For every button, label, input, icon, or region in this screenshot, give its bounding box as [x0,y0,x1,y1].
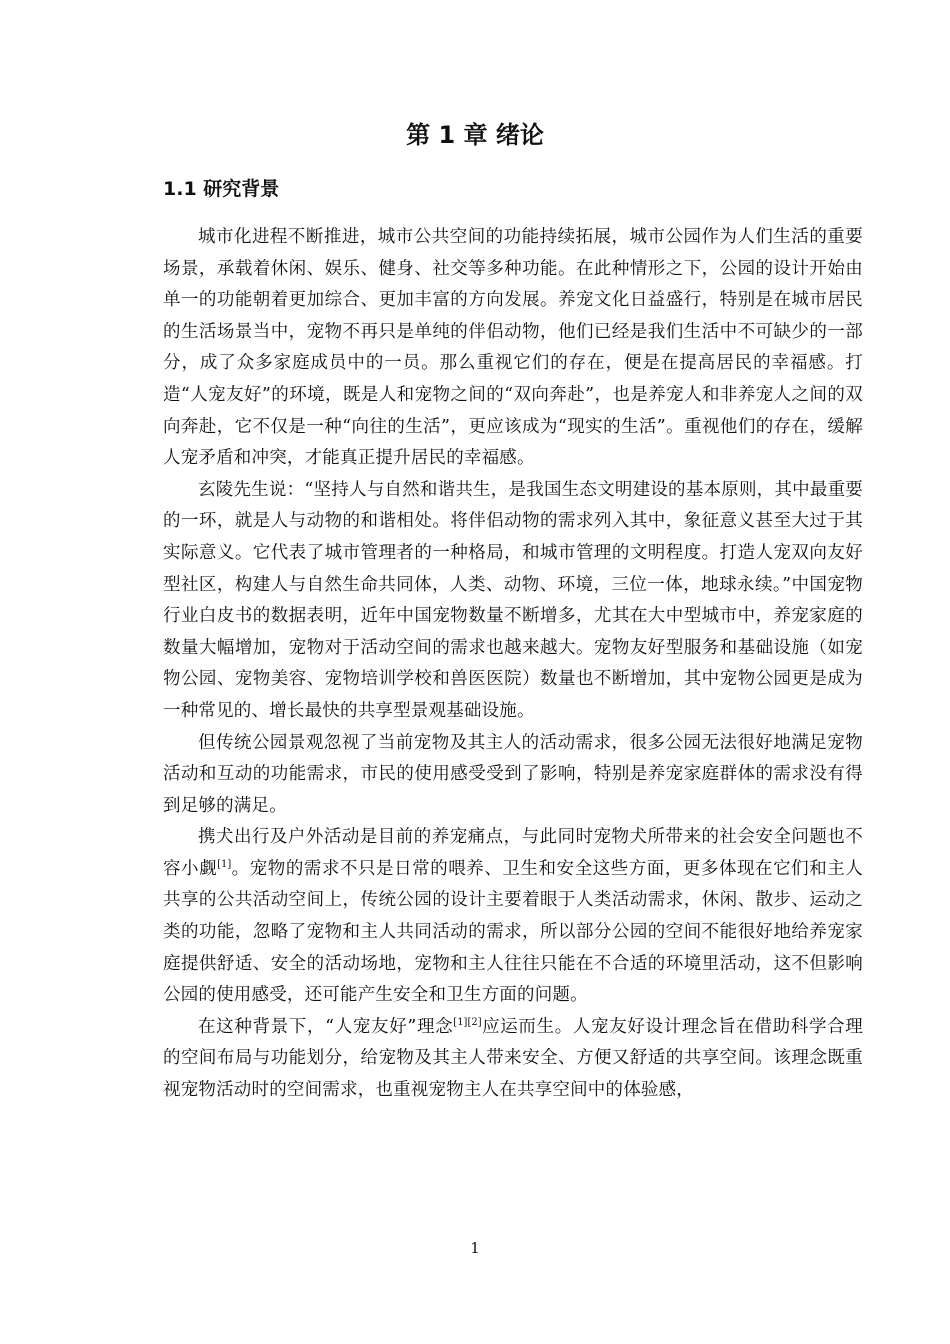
paragraph [163,822,863,1012]
paragraph [163,728,863,823]
citation-ref[interactable]: [1][2] [453,1016,482,1028]
paragraph [163,222,863,475]
paragraph-text: 玄陵先生说：“坚持人与自然和谐共生，是我国生态文明建设的基本原则，其中最重要的一环，就是人与动物的和谐相处。将伴侣动物的需求列入其中，象征意义甚至大过于其实际意义。它代表了城市管理者的一种格局，和城市管理的文明程度。打造人宠双向友好型社区，构建人与自然生命共同体，人类、动物、环境，三位一体，地球永续。”中国宠物行业白皮书的数据表明，近年中国宠物数量不断增多，尤其在大中型城市中，养宠家庭的数量大幅增加，宠物对于活动空间的需求也越来越大。宠物友好型服务和基础设施（如宠物公园、宠物美容、宠物培训学校和兽医医院）数量也不断增加，其中宠物公园更是成为一种常见的、增长最快的共享型景观基础设施。 [163,479,863,721]
paragraph-text: 在这种背景下，“人宠友好”理念 [198,1016,454,1037]
paragraph [163,1012,863,1107]
section-title: 1.1 研究背景 [163,178,280,200]
paragraph-text: 携犬出行及户外活动是目前的养宠痛点，与此同时宠物犬所带来的社会安全问题也不容小觑 [163,827,863,879]
paragraph-text: 但传统公园景观忽视了当前宠物及其主人的活动需求，很多公园无法很好地满足宠物活动和互动的功能需求，市民的使用感受受到了影响，特别是养宠家庭群体的需求没有得到足够的满足。 [163,732,863,816]
paragraph-text: 城市化进程不断推进，城市公共空间的功能持续拓展，城市公园作为人们生活的重要场景，承载着休闲、娱乐、健身、社交等多种功能。在此种情形之下，公园的设计开始由单一的功能朝着更加综合、更加丰富的方向发展。养宠文化日益盛行，特别是在城市居民的生活场景当中，宠物不再只是单纯的伴侣动物，他们已经是我们生活中不可缺少的一部分，成了众多家庭成员中的一员。那么重视它们的存在，便是在提高居民的幸福感。打造“人宠友好”的环境，既是人和宠物之间的“双向奔赴”，也是养宠人和非养宠人之间的双向奔赴，它不仅是一种“向往的生活”，更应该成为“现实的生活”。重视他们的存在，缓解人宠矛盾和冲突，才能真正提升居民的幸福感。 [163,227,863,469]
chapter-title: 第 1 章 绪论 [406,121,544,149]
paragraph-text: 。宠物的需求不只是日常的喂养、卫生和安全这些方面，更多体现在它们和主人共享的公共活动空间上，传统公园的设计主要着眼于人类活动需求，休闲、散步、运动之类的功能，忽略了宠物和主人共同活动的需求，所以部分公园的空间不能很好地给养宠家庭提供舒适、安全的活动场地，宠物和主人往往只能在不合适的环境里活动，这不但影响公园的使用感受，还可能产生安全和卫生方面的问题。 [163,858,864,1006]
citation-ref[interactable]: [1] [217,858,232,870]
paragraph-text: 应运而生。人宠友好设计理念旨在借助科学合理的空间布局与功能划分，给宠物及其主人带来安全、方便又舒适的共享空间。该理念既重视宠物活动时的空间需求，也重视宠物主人在共享空间中的体验感， [163,1016,863,1101]
page-number: 1 [470,1239,480,1257]
paragraph [163,475,863,728]
body-text [163,222,863,1107]
